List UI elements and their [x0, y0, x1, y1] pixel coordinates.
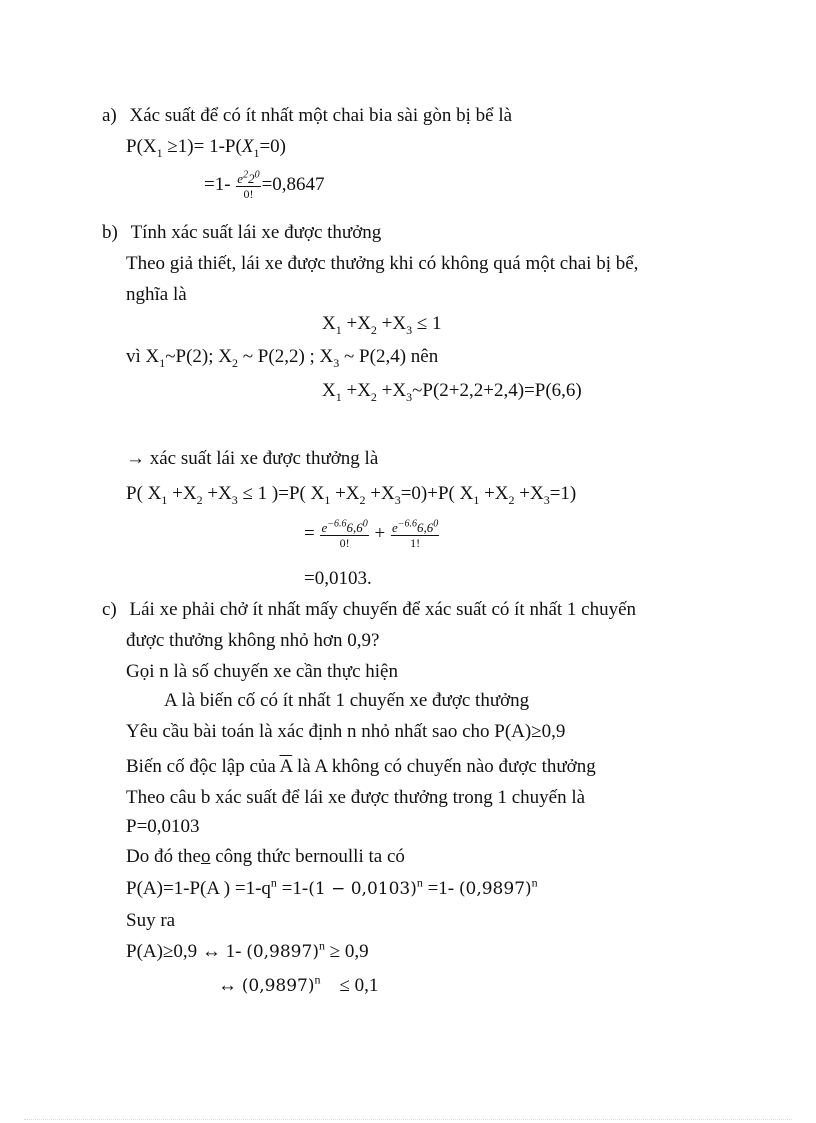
part-b-heading-line — [102, 222, 381, 244]
part-b-distribution: vì $X_1\sim P(2)$; $X_2$ ~ P(2,2) ; $X_3$ ~ P(2,4) nên — [126, 346, 439, 370]
part-c-line10: P(A)≥0,9 ↔ 1- $(0,9897)^n \ge 0,9$ — [126, 938, 369, 962]
part-c-line4: Biến cố độc lập của $\overline{A}$ là A không có chuyến nào được thưởng — [126, 756, 596, 777]
part-b-line1: Theo giả thiết, lái xe được thưởng khi có không quá một chai bị bể, — [126, 253, 639, 274]
fraction: $\frac{e^{-6.6}6,6^0}{1!}$ — [391, 518, 439, 550]
part-c-line7: Do đó theo công thức bernoulli ta có — [126, 846, 405, 867]
part-c-line3: Yêu cầu bài toán là xác định n nhỏ nhất sao cho P(A)≥0,9 — [126, 721, 566, 742]
fraction: $\frac{e^{-6.6}6,6^0}{0!}$ — [321, 518, 368, 550]
subscript: 1 — [253, 145, 260, 160]
part-b-heading: Tính xác suất lái xe được thưởng — [130, 222, 382, 243]
subscript: 1 — [156, 145, 163, 160]
part-c-line8: P(A)=1-P(A ) $=1-q^n =1-(1 - 0,0103)^n =1-$ $(0,9897)^n$ — [126, 875, 538, 899]
fraction: $\frac{e^22^0}{0!}$ — [237, 169, 260, 201]
part-c-heading: Lái xe phải chở ít nhất mấy chuyến để xác suất có ít nhất 1 chuyến — [129, 599, 637, 620]
formula-text: =0) — [259, 136, 286, 157]
italic-variable: X — [241, 136, 254, 157]
part-c-heading-line — [102, 599, 636, 621]
part-b-result: =0,0103. — [304, 568, 372, 589]
part-b-line2: nghĩa là — [126, 284, 187, 305]
part-b-fraction-sum: = $\frac{e^{-6.6}6,6^0}{0!}$ + $\frac{e^{-6.6}6,6^0}{1!}$ — [304, 518, 439, 550]
part-c-heading2: được thưởng không nhỏ hơn 0,9? — [126, 630, 380, 651]
result-value: =0,8647 — [261, 174, 325, 195]
part-c-line11: ↔ $(0,9897)^n$ ≤ 0,1 — [218, 972, 379, 996]
formula-text: P(X — [126, 136, 157, 157]
part-a-marker: a) — [102, 105, 117, 126]
complement-symbol: $\overline{A}$ — [279, 756, 293, 777]
part-a-heading: Xác suất để có ít nhất một chai bia sài gòn bị bể là — [129, 105, 513, 126]
part-c-line6: P=0,0103 — [126, 816, 200, 837]
part-b-marker: b) — [102, 222, 118, 243]
part-a-formula — [126, 136, 286, 158]
part-b-arrow-line: → xác suất lái xe được thưởng là — [126, 448, 379, 469]
part-b-probability: P( $X_1 +X_2 +X_3 \le 1$ )=P( $X_1 +X_2 +X_3=0)+P$( $X_1 +X_2 +X_3=1$) — [126, 483, 577, 507]
part-c-line2: A là biến cố có ít nhất 1 chuyến xe được thưởng — [164, 690, 530, 711]
part-a-result — [204, 170, 325, 201]
part-c-line9: Suy ra — [126, 910, 176, 931]
page-footer-rule — [24, 1119, 792, 1120]
part-b-inequality: $X_1 +X_2 +X_3 \le 1$ — [322, 313, 442, 337]
part-c-line1: Gọi n là số chuyến xe cần thực hiện — [126, 661, 398, 682]
part-b-sum: $X_1 +X_2$ $+X_3\sim P(2+2,2+2,4)=P(6,6)$ — [322, 380, 582, 404]
formula-text: ≥1)= 1-P( — [162, 136, 242, 157]
part-c-line5: Theo câu b xác suất để lái xe được thưởng trong 1 chuyến là — [126, 787, 586, 808]
part-a-heading-line — [102, 105, 512, 127]
part-c-marker: c) — [102, 599, 117, 620]
formula-text: =1- — [204, 174, 231, 195]
